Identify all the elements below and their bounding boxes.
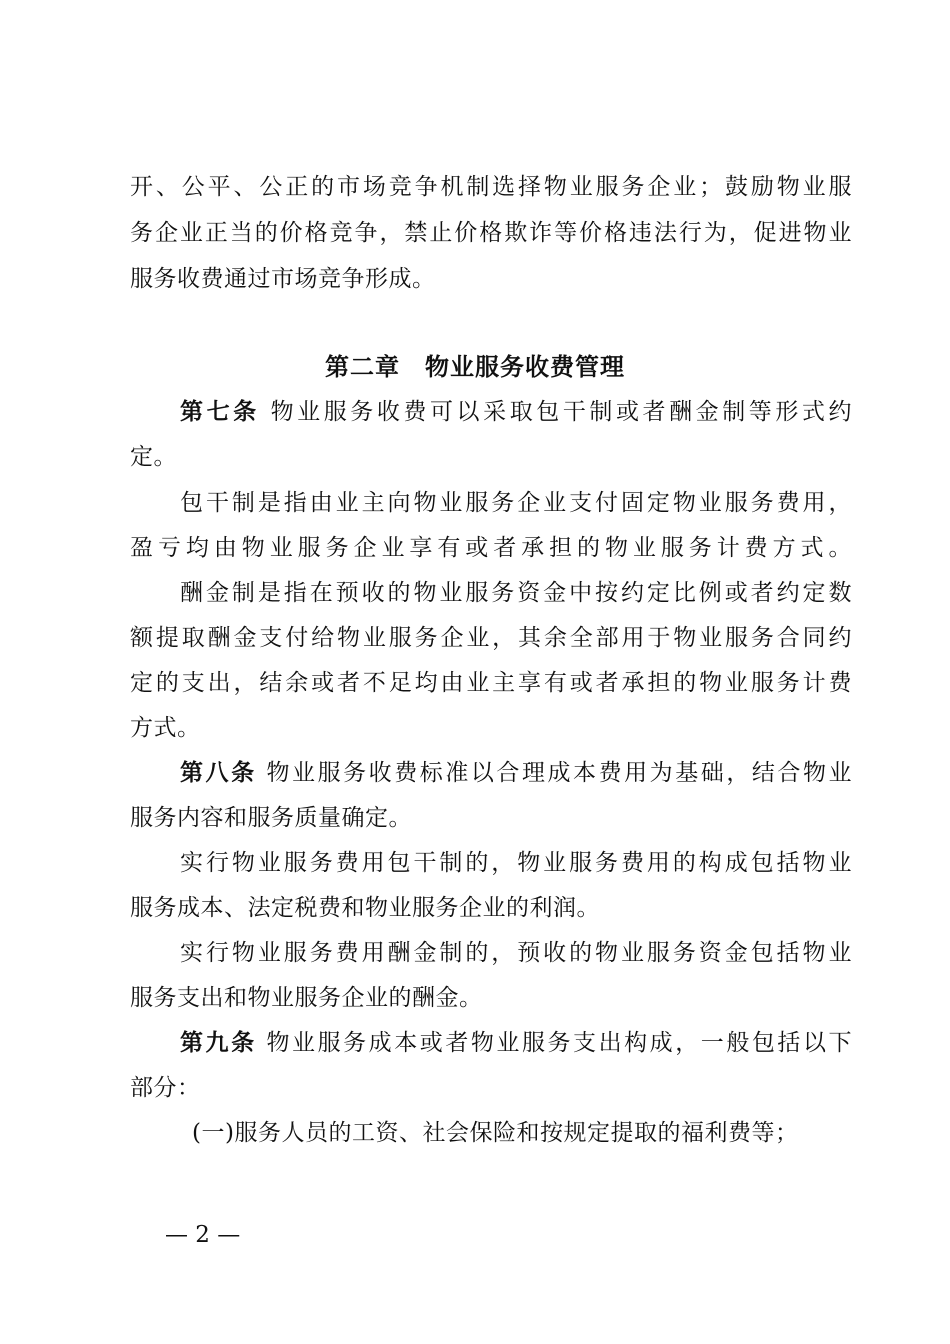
paragraph-line: 服务支出和物业服务企业的酬金。 xyxy=(130,985,483,1011)
chapter-heading: 第二章 物业服务收费管理 xyxy=(325,353,625,381)
paragraph-line: 方式。 xyxy=(130,715,201,741)
paragraph-line: 盈亏均由物业服务企业享有或者承担的物业服务计费方式。 xyxy=(130,535,852,561)
list-item: (一)服务人员的工资、社会保险和按规定提取的福利费等； xyxy=(192,1120,799,1146)
paragraph-line: 实行物业服务费用酬金制的，预收的物业服务资金包括物业 xyxy=(180,940,852,966)
article-9-label: 第九条 xyxy=(180,1030,257,1056)
paragraph-line: 包干制是指由业主向物业服务企业支付固定物业服务费用， xyxy=(180,490,852,516)
article-7-line xyxy=(180,397,852,427)
article-7-text: 物业服务收费可以采取包干制或者酬金制等形式约 xyxy=(259,399,852,425)
article-9-line xyxy=(180,1028,852,1058)
article-7-line: 定。 xyxy=(130,444,177,470)
article-8-label: 第八条 xyxy=(180,760,257,786)
article-8-text: 物业服务收费标准以合理成本费用为基础，结合物业 xyxy=(256,760,853,786)
paragraph-line: 服务成本、法定税费和物业服务企业的利润。 xyxy=(130,895,600,921)
paragraph-line: 实行物业服务费用包干制的，物业服务费用的构成包括物业 xyxy=(180,850,852,876)
article-9-text: 物业服务成本或者物业服务支出构成，一般包括以下 xyxy=(256,1030,853,1056)
article-8-line xyxy=(180,758,852,788)
paragraph-line: 酬金制是指在预收的物业服务资金中按约定比例或者约定数 xyxy=(180,580,852,606)
paragraph-line: 额提取酬金支付给物业服务企业，其余全部用于物业服务合同约 xyxy=(130,625,852,651)
article-8-line: 服务内容和服务质量确定。 xyxy=(130,805,412,831)
paragraph-line: 定的支出，结余或者不足均由业主享有或者承担的物业服务计费 xyxy=(130,670,852,696)
paragraph-line: 务企业正当的价格竞争，禁止价格欺诈等价格违法行为，促进物业 xyxy=(130,220,852,246)
page-number: — 2 — xyxy=(165,1222,241,1248)
article-7-label: 第七条 xyxy=(180,399,260,425)
article-9-line: 部分： xyxy=(130,1075,201,1101)
paragraph-line: 开、公平、公正的市场竞争机制选择物业服务企业；鼓励物业服 xyxy=(130,174,852,200)
paragraph-line: 服务收费通过市场竞争形成。 xyxy=(130,266,436,292)
